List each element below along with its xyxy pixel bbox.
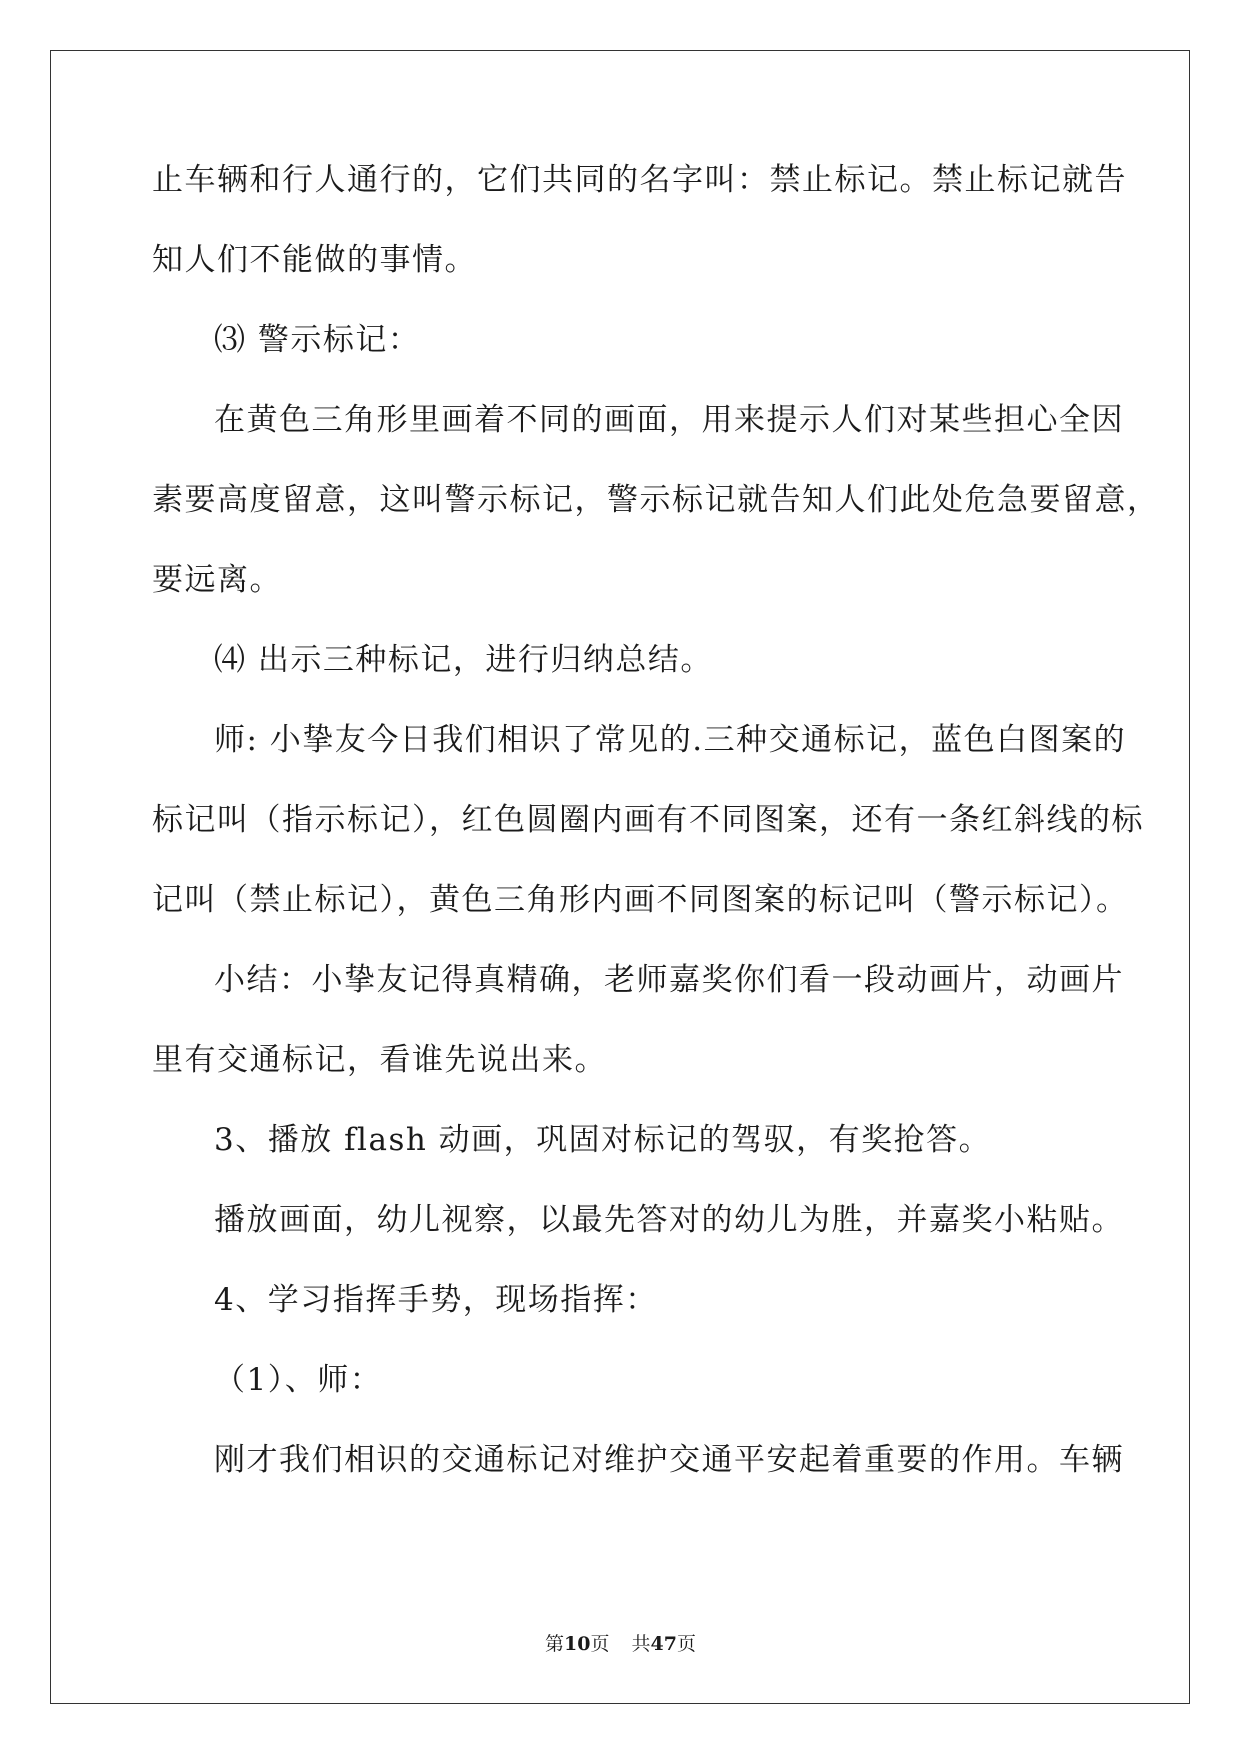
total-pages: 47 bbox=[650, 1633, 677, 1655]
page-suffix: 页 bbox=[590, 1633, 610, 1655]
total-suffix: 页 bbox=[676, 1633, 696, 1655]
text-line: 素要高度留意，这叫警示标记，警示标记就告知人们此处危急要留意， bbox=[152, 482, 1160, 518]
text-line: ⑷ 出示三种标记，进行归纳总结。 bbox=[214, 642, 713, 678]
text-line: 标记叫（指示标记），红色圆圈内画有不同图案，还有一条红斜线的标 bbox=[152, 802, 1144, 838]
text-line: 止车辆和行人通行的，它们共同的名字叫：禁止标记。禁止标记就告 bbox=[152, 162, 1127, 198]
text-line: ⑶ 警示标记： bbox=[214, 322, 421, 358]
text-line: 要远离。 bbox=[152, 562, 282, 598]
text-line: 小结：小挚友记得真精确，老师嘉奖你们看一段动画片，动画片 bbox=[214, 962, 1124, 998]
text-line: 播放画面，幼儿视察，以最先答对的幼儿为胜，并嘉奖小粘贴。 bbox=[214, 1202, 1124, 1238]
page-prefix: 第 bbox=[545, 1633, 565, 1655]
text-line: 记叫（禁止标记），黄色三角形内画不同图案的标记叫（警示标记）。 bbox=[152, 882, 1129, 918]
text-line: （1）、师： bbox=[214, 1362, 383, 1398]
text-line: 师: 小挚友今日我们相识了常见的.三种交通标记，蓝色白图案的 bbox=[214, 722, 1127, 758]
page-number: 10 bbox=[564, 1633, 591, 1655]
text-line: 4、学习指挥手势，现场指挥： bbox=[214, 1282, 658, 1318]
text-line: 知人们不能做的事情。 bbox=[152, 242, 477, 278]
text-line: 在黄色三角形里画着不同的画面，用来提示人们对某些担心全因 bbox=[214, 402, 1124, 438]
text-line: 里有交通标记，看谁先说出来。 bbox=[152, 1042, 607, 1078]
page-footer bbox=[0, 1629, 1241, 1656]
total-prefix: 共 bbox=[631, 1633, 651, 1655]
text-line: 3、播放 flash 动画，巩固对标记的驾驭，有奖抢答。 bbox=[214, 1122, 992, 1158]
text-line: 刚才我们相识的交通标记对维护交通平安起着重要的作用。车辆 bbox=[214, 1442, 1124, 1478]
